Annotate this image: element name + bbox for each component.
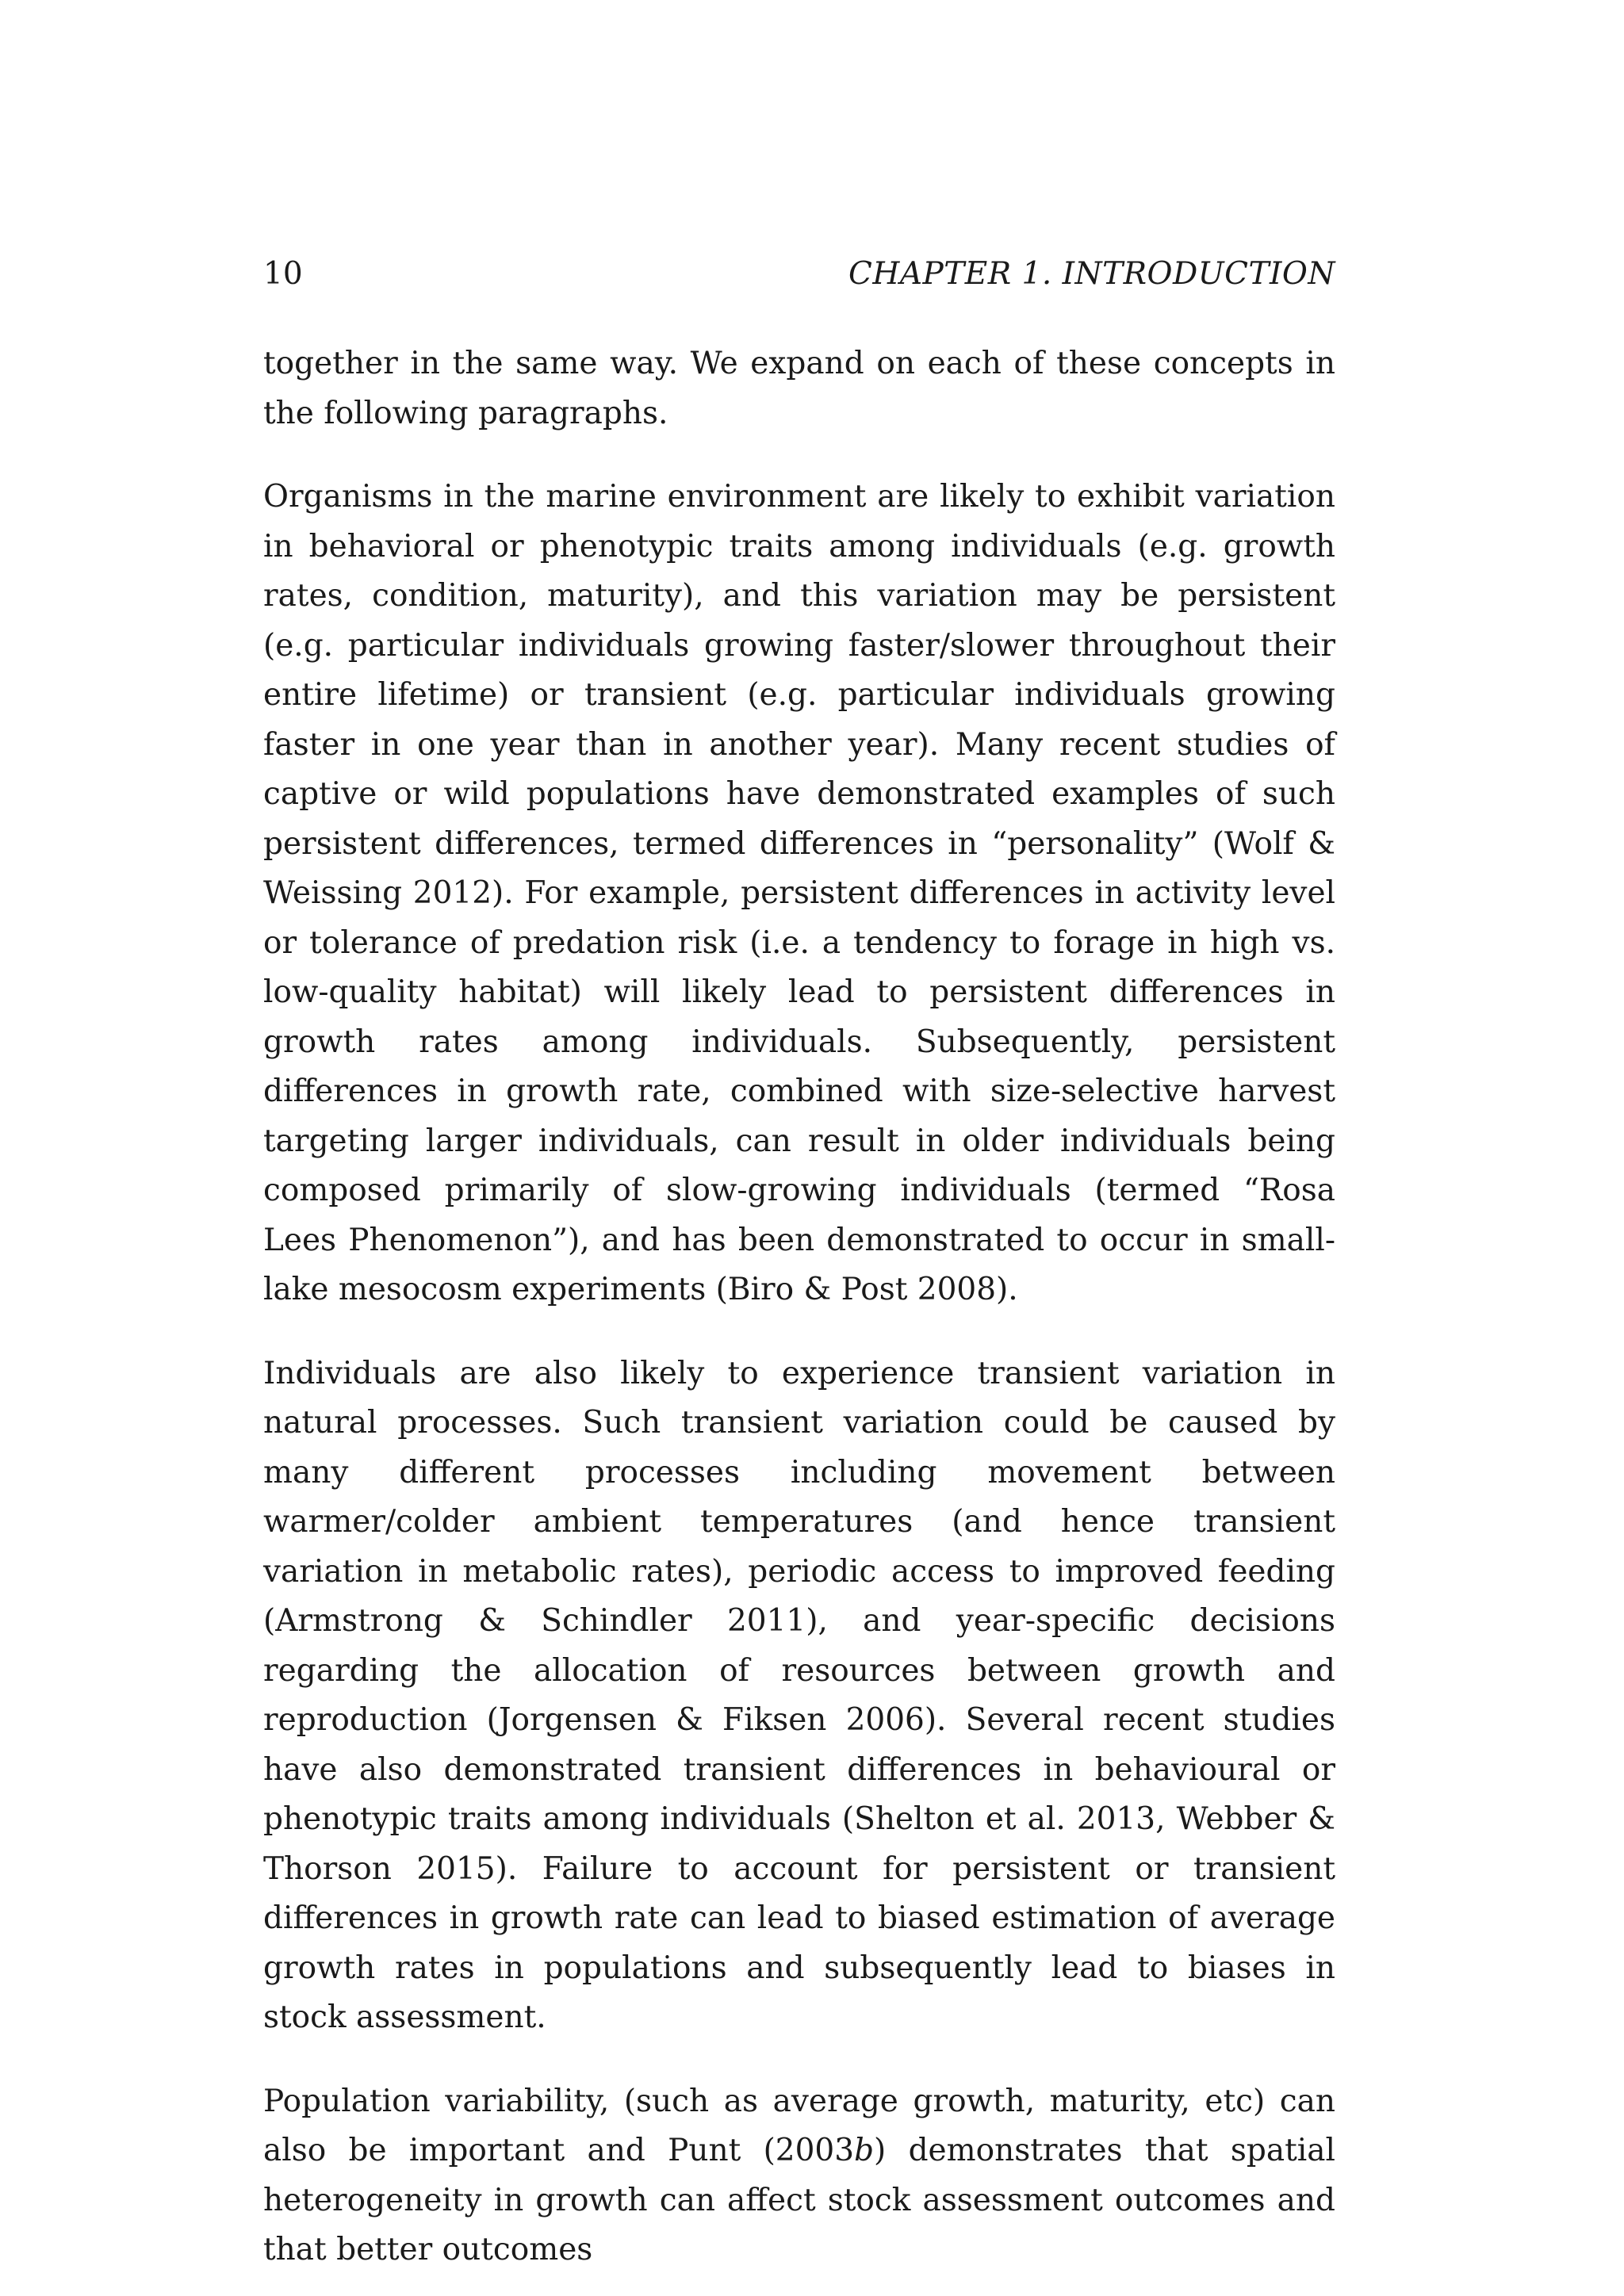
paragraph-population-variability [263,2077,1335,2275]
page-number: 10 [263,256,303,292]
chapter-title: CHAPTER 1. INTRODUCTION [848,256,1335,292]
page [263,254,1335,2275]
running-header [263,254,1335,295]
paragraph-persistent-variation: Organisms in the marine environment are likely to exhibit variation in behavioral or phenotypic traits among individuals (e.g. growth rates, condition, maturity), and this variation may be persistent (e.g. particular individuals growing faster/slower throughout their entire lifetime) or transient (e.g. particular individuals growing faster in one year than in another year). Many recent studies of captive or wild populations have demonstrated examples of such persistent differences, termed differences in “personality” (Wolf & Weissing 2012). For example, persistent differences in activity level or tolerance of predation risk (i.e. a tendency to forage in high vs. low-quality habitat) will likely lead to persistent differences in growth rates among individuals. Subsequently, persistent differences in growth rate, combined with size-selective harvest targeting larger individuals, can result in older individuals being composed primarily of slow-growing individuals (termed “Rosa Lees Phenomenon”), and has been demonstrated to occur in small-lake mesocosm experiments (Biro & Post 2008). [263,479,1335,1307]
paragraph-text-segment: ) demonstrates that spatial heterogeneity in growth can affect stock assessment outcomes and that better outcomes [263,2133,1335,2267]
paragraph-transient-variation: Individuals are also likely to experience transient variation in natural processes. Such transient variation could be caused by many different processes including movement between warmer/colder ambient temperatures (and hence transient variation in metabolic rates), periodic access to improved feeding (Armstrong & Schindler 2011), and year-specific decisions regarding the allocation of resources between growth and reproduction (Jorgensen & Fiksen 2006). Several recent studies have also demonstrated transient differences in behavioural or phenotypic traits among individuals (Shelton et al. 2013, Webber & Thorson 2015). Failure to account for persistent or transient differences in growth rate can lead to biased estimation of average growth rates in populations and subsequently lead to biases in stock assessment. [263,1355,1335,2035]
body-text [263,339,1335,2275]
paragraph-continuation: together in the same way. We expand on each of these concepts in the following paragraphs. [263,346,1335,431]
citation-suffix-italic: b [854,2133,875,2168]
paragraph-text-segment: Population variability, (such as average growth, maturity, etc) can also be important and Punt (2003 [263,2083,1335,2168]
